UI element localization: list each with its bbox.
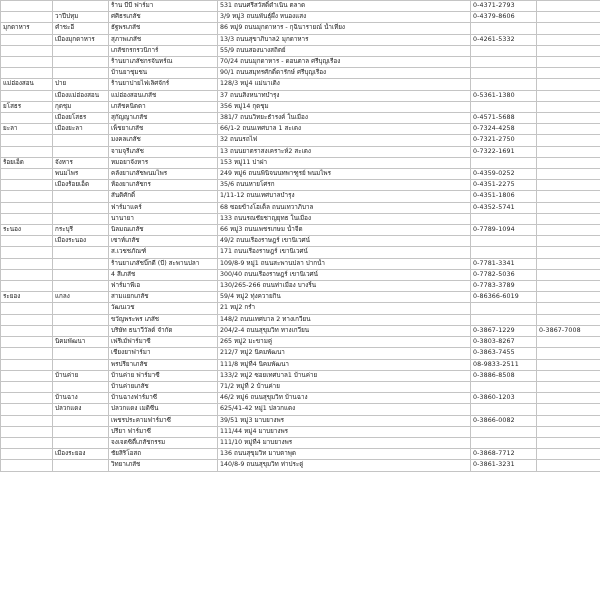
district-cell: เมืองระยอง (53, 449, 109, 460)
province-cell (1, 45, 53, 56)
province-cell (1, 146, 53, 157)
province-cell (1, 325, 53, 336)
phone2-cell (537, 34, 600, 45)
phone2-cell (537, 57, 600, 68)
phone-cell: 0-7789-1094 (471, 225, 537, 236)
address-cell: 3/9 หมู่3 ถนนพันธุ์ผึ้ง หนองแสง (218, 12, 471, 23)
table-row (1, 23, 600, 34)
province-cell (1, 314, 53, 325)
phone-cell (471, 23, 537, 34)
pharmacy-name-cell: ร้าน บีบี ฟาร์มา (109, 1, 218, 12)
phone-cell: 0-86366-6019 (471, 292, 537, 303)
address-cell: 71/2 หมู่ที่ 2 บ้านค่าย (218, 381, 471, 392)
table-row (1, 415, 600, 426)
province-cell: มุกดาหาร (1, 23, 53, 34)
table-row (1, 34, 600, 45)
district-cell: นิคมพัฒนา (53, 337, 109, 348)
pharmacy-name-cell: นิลมณเภสัช (109, 225, 218, 236)
district-cell: จังหาร (53, 157, 109, 168)
pharmacy-name-cell: ร้านยาเภสัชบิ๊กดี (บี) สะพานปลา (109, 258, 218, 269)
address-cell: 356 หมู่14 กุดชุม (218, 101, 471, 112)
address-cell: 133/2 หมู่2 ซอยเทศบาล1 บ้านค่าย (218, 370, 471, 381)
district-cell (53, 258, 109, 269)
phone-cell: 0-4379-8606 (471, 12, 537, 23)
table-row (1, 426, 600, 437)
phone-cell (471, 68, 537, 79)
phone-cell: 0-4352-5741 (471, 202, 537, 213)
phone-cell: 0-7782-5036 (471, 269, 537, 280)
province-cell: ร้อยเอ็ด (1, 157, 53, 168)
pharmacy-name-cell: สุกัญญาเภสัช (109, 113, 218, 124)
phone2-cell (537, 281, 600, 292)
province-cell (1, 258, 53, 269)
phone2-cell (537, 1, 600, 12)
district-cell: พนมไพร (53, 169, 109, 180)
phone-cell: 08-9833-2511 (471, 359, 537, 370)
province-cell (1, 393, 53, 404)
district-cell: เมืองยโสธร (53, 113, 109, 124)
district-cell (53, 213, 109, 224)
phone2-cell (537, 437, 600, 448)
district-cell (53, 348, 109, 359)
pharmacy-name-cell: คลังยาเภสัชพนมไพร (109, 169, 218, 180)
table-row (1, 437, 600, 448)
phone2-cell (537, 135, 600, 146)
table-row (1, 449, 600, 460)
address-cell: 531 ถนนศรีสวัสดิ์ดำเนิน ตลาด (218, 1, 471, 12)
province-cell (1, 57, 53, 68)
table-row (1, 213, 600, 224)
district-cell (53, 146, 109, 157)
pharmacy-name-cell: วัฒนเวช (109, 303, 218, 314)
address-cell: 153 หมู่11 ปาฝา (218, 157, 471, 168)
phone2-cell (537, 404, 600, 415)
phone-cell (471, 57, 537, 68)
district-cell: กระบุรี (53, 225, 109, 236)
province-cell (1, 359, 53, 370)
pharmacy-name-cell: ชัยสิริโอสถ (109, 449, 218, 460)
pharmacy-name-cell: เภสัชกรกรวนิการ์ (109, 45, 218, 56)
phone2-cell (537, 23, 600, 34)
pharmacy-name-cell: เพชรประคามฟาร์มาซี (109, 415, 218, 426)
phone2-cell (537, 269, 600, 280)
phone-cell: 0-7324-4258 (471, 124, 537, 135)
district-cell (53, 359, 109, 370)
phone2-cell (537, 258, 600, 269)
phone-cell: 0-7321-2750 (471, 135, 537, 146)
table-row (1, 1, 600, 12)
province-cell (1, 281, 53, 292)
province-cell: ยะลา (1, 124, 53, 135)
phone-cell (471, 236, 537, 247)
phone-cell: 0-7781-3341 (471, 258, 537, 269)
pharmacy-name-cell: ร้านยาปายไฟเลิศจักร์ (109, 79, 218, 90)
pharmacy-name-cell: บ้านค่ายเภสัช (109, 381, 218, 392)
table-row (1, 337, 600, 348)
district-cell (53, 460, 109, 471)
pharmacy-name-cell: สามแยกเภสัช (109, 292, 218, 303)
phone-cell (471, 426, 537, 437)
pharmacy-name-cell: จงเจตซิตี้เภสัชกรรม (109, 437, 218, 448)
district-cell (53, 202, 109, 213)
pharmacy-name-cell: ธัฐพรเภสัช (109, 23, 218, 34)
phone2-cell (537, 68, 600, 79)
phone2-cell (537, 202, 600, 213)
phone-cell: 0-3860-1203 (471, 393, 537, 404)
address-cell: 204/2-4 ถนนสุขุมวิท ทางเกวียน (218, 325, 471, 336)
district-cell: วาปีปทุม (53, 12, 109, 23)
table-row (1, 135, 600, 146)
address-cell: 66/1-2 ถนนเทศบาล 1 สะเตง (218, 124, 471, 135)
table-row (1, 169, 600, 180)
province-cell (1, 415, 53, 426)
address-cell: 140/8-9 ถนนสุขุมวิท ท่าประดู่ (218, 460, 471, 471)
district-cell (53, 191, 109, 202)
address-cell: 35/6 ถนนหายโศรก (218, 180, 471, 191)
address-cell: 59/4 หมู่2 ทุ่งควายกิน (218, 292, 471, 303)
pharmacy-name-cell: เซาท์เภสัช (109, 236, 218, 247)
table-row (1, 348, 600, 359)
address-cell: 212/7 หมู่2 นิคมพัฒนา (218, 348, 471, 359)
table-row (1, 191, 600, 202)
table-row (1, 146, 600, 157)
province-cell (1, 202, 53, 213)
pharmacy-name-cell: ร้านยาเภสัชกรจันทร์ณ (109, 57, 218, 68)
pharmacy-name-cell: สันติศักดิ์ (109, 191, 218, 202)
district-cell (53, 325, 109, 336)
pharmacy-name-cell: วิทยาเภสัช (109, 460, 218, 471)
province-cell (1, 169, 53, 180)
pharmacy-name-cell: ปลวกแดง เมดิซีน (109, 404, 218, 415)
district-cell: เมืองแม่ฮ่องสอน (53, 90, 109, 101)
phone2-cell (537, 370, 600, 381)
district-cell (53, 135, 109, 146)
district-cell (53, 57, 109, 68)
phone-cell (471, 45, 537, 56)
address-cell: 625/41-42 หมู่1 ปลวกแดง (218, 404, 471, 415)
pharmacy-name-cell: ฟาร์มาแคร์ (109, 202, 218, 213)
phone-cell: 0-4261-5332 (471, 34, 537, 45)
address-cell: 13 ถนนยาตราสงเคราะห์2 สะเตง (218, 146, 471, 157)
province-cell (1, 404, 53, 415)
province-cell: ระนอง (1, 225, 53, 236)
province-cell (1, 381, 53, 392)
phone2-cell (537, 101, 600, 112)
pharmacy-name-cell: บ้านฉางฟาร์มาซี (109, 393, 218, 404)
address-cell: 68 ซอยข้างโฮเต็ล ถนนเทวาภิบาล (218, 202, 471, 213)
province-cell (1, 180, 53, 191)
district-cell (53, 381, 109, 392)
district-cell: บ้านค่าย (53, 370, 109, 381)
address-cell: 136 ถนนสุขุมวิท มาบตาพุด (218, 449, 471, 460)
address-cell: 111/44 หมู่4 มาบยางพร (218, 426, 471, 437)
district-cell (53, 68, 109, 79)
address-cell: 130/265-266 ถนนท่าเมือง บางริ้น (218, 281, 471, 292)
district-cell: เมืองยะลา (53, 124, 109, 135)
phone-cell: 0-4351-2275 (471, 180, 537, 191)
district-cell (53, 415, 109, 426)
phone-cell: 0-5361-1380 (471, 90, 537, 101)
province-cell (1, 236, 53, 247)
table-row (1, 404, 600, 415)
district-cell: เมืองมุกดาหาร (53, 34, 109, 45)
district-cell (53, 1, 109, 12)
province-cell (1, 449, 53, 460)
phone-cell (471, 314, 537, 325)
phone2-cell (537, 337, 600, 348)
province-cell (1, 247, 53, 258)
province-cell (1, 1, 53, 12)
table-row (1, 381, 600, 392)
phone2-cell (537, 213, 600, 224)
table-row (1, 393, 600, 404)
phone-cell: 0-7783-3789 (471, 281, 537, 292)
address-cell: 49/2 ถนนเรืองราษฎร์ เขานิเวศน์ (218, 236, 471, 247)
phone2-cell (537, 460, 600, 471)
pharmacy-name-cell: เพ็ชยาเภสัช (109, 124, 218, 135)
phone-cell (471, 79, 537, 90)
district-cell: คำชะอี (53, 23, 109, 34)
phone-cell (471, 247, 537, 258)
table-row (1, 303, 600, 314)
phone2-cell (537, 393, 600, 404)
phone2-cell (537, 157, 600, 168)
address-cell: 171 ถนนเรืองราษฎร์ เขานิเวศน์ (218, 247, 471, 258)
phone2-cell (537, 79, 600, 90)
table-row (1, 258, 600, 269)
table-row (1, 325, 600, 336)
province-cell: ระยอง (1, 292, 53, 303)
phone-cell (471, 303, 537, 314)
address-cell: 1/11-12 ถนนเทศบาลบำรุง (218, 191, 471, 202)
address-cell: 70/24 ถนนมุกดาหาร - ดอนตาล ศรีบุญเรือง (218, 57, 471, 68)
province-cell: แม่ฮ่องสอน (1, 79, 53, 90)
address-cell: 381/7 ถนนวิทยะธำรงค์ ในเมือง (218, 113, 471, 124)
pharmacy-name-cell: ศศิธรเภสัช (109, 12, 218, 23)
district-cell: แกลง (53, 292, 109, 303)
address-cell: 46/2 หมู่6 ถนนสุขุมวิท บ้านฉาง (218, 393, 471, 404)
phone2-cell (537, 225, 600, 236)
table-row (1, 45, 600, 56)
table-row (1, 269, 600, 280)
phone-cell: 0-7322-1691 (471, 146, 537, 157)
pharmacy-name-cell: มงคลเภสัช (109, 135, 218, 146)
table-row (1, 68, 600, 79)
phone2-cell (537, 45, 600, 56)
district-cell: บ้านฉาง (53, 393, 109, 404)
phone2-cell (537, 415, 600, 426)
phone-cell (471, 157, 537, 168)
province-cell (1, 90, 53, 101)
table-row (1, 90, 600, 101)
phone-cell: 0-3868-7712 (471, 449, 537, 460)
district-cell: เมืองระนอง (53, 236, 109, 247)
address-cell: 13/3 ถนนสุขาภิบาล2 มุกดาหาร (218, 34, 471, 45)
district-cell: เมืองร้อยเอ็ด (53, 180, 109, 191)
phone2-cell (537, 348, 600, 359)
address-cell: 55/9 ถนนสองนางสถิตย์ (218, 45, 471, 56)
district-cell (53, 247, 109, 258)
district-cell: กุดชุม (53, 101, 109, 112)
table-row (1, 460, 600, 471)
province-cell (1, 135, 53, 146)
pharmacy-name-cell: ฟาร์มาพีเอ (109, 281, 218, 292)
table-row (1, 281, 600, 292)
table-row (1, 247, 600, 258)
phone2-cell (537, 381, 600, 392)
province-cell (1, 213, 53, 224)
phone-cell: 0-3863-7455 (471, 348, 537, 359)
province-cell (1, 426, 53, 437)
phone-cell (471, 101, 537, 112)
phone2-cell (537, 247, 600, 258)
table-row (1, 57, 600, 68)
province-cell (1, 269, 53, 280)
phone-cell: 0-4351-1806 (471, 191, 537, 202)
phone2-cell (537, 426, 600, 437)
table-row (1, 113, 600, 124)
phone-cell (471, 381, 537, 392)
phone2-cell (537, 12, 600, 23)
phone2-cell (537, 303, 600, 314)
table-body (1, 1, 600, 472)
province-cell (1, 191, 53, 202)
phone2-cell (537, 124, 600, 135)
province-cell (1, 460, 53, 471)
address-cell: 111/10 หมู่ที่4 มาบยางพร (218, 437, 471, 448)
table-row (1, 12, 600, 23)
phone-cell: 0-4371-2793 (471, 1, 537, 12)
phone-cell (471, 404, 537, 415)
address-cell: 128/3 หมู่4 แม่นาเติง (218, 79, 471, 90)
district-cell (53, 45, 109, 56)
phone-cell: 0-3886-8508 (471, 370, 537, 381)
phone2-cell (537, 359, 600, 370)
pharmacy-name-cell: ขวัญพระพร เภสัช (109, 314, 218, 325)
pharmacy-name-cell: ห้องยาเภสัชกร (109, 180, 218, 191)
district-cell: ปลวกแดง (53, 404, 109, 415)
province-cell (1, 113, 53, 124)
address-cell: 32 ถนนรถไฟ (218, 135, 471, 146)
pharmacy-name-cell: บริษัท ธนาวีวัลด์ จำกัด (109, 325, 218, 336)
phone-cell: 0-4359-0252 (471, 169, 537, 180)
address-cell: 86 หมู่9 ถนนมุกดาหาร - กุฉินารายณ์ น้ำเที่ยง (218, 23, 471, 34)
table-row (1, 202, 600, 213)
pharmacy-name-cell: จามจุรีเภสัช (109, 146, 218, 157)
district-cell (53, 303, 109, 314)
district-cell (53, 437, 109, 448)
phone2-cell (537, 90, 600, 101)
phone2-cell (537, 449, 600, 460)
table-row (1, 292, 600, 303)
phone2-cell (537, 113, 600, 124)
pharmacy-name-cell: นานายา (109, 213, 218, 224)
phone2-cell (537, 236, 600, 247)
district-cell (53, 426, 109, 437)
address-cell: 37 ถนนสิงหนาทบำรุง (218, 90, 471, 101)
pharmacy-name-cell: พรปรียาเภสัช (109, 359, 218, 370)
pharmacy-name-cell: สุภาพเภสัช (109, 34, 218, 45)
phone-cell: 0-3861-3231 (471, 460, 537, 471)
province-cell (1, 12, 53, 23)
phone-cell: 0-4571-5688 (471, 113, 537, 124)
pharmacy-name-cell: เฟรีเมั่ฟาร์มาซี (109, 337, 218, 348)
address-cell: 133 ถนนรณชัยชาญยุทธ ในเมือง (218, 213, 471, 224)
province-cell (1, 370, 53, 381)
table-row (1, 101, 600, 112)
address-cell: 39/51 หมู่3 มาบยางพร (218, 415, 471, 426)
phone-cell (471, 437, 537, 448)
pharmacy-name-cell: เภสัชคนิตตา (109, 101, 218, 112)
pharmacy-name-cell: ปรียา ฟาร์มาซี (109, 426, 218, 437)
province-cell (1, 303, 53, 314)
district-cell (53, 269, 109, 280)
phone2-cell (537, 191, 600, 202)
phone2-cell (537, 169, 600, 180)
table-row (1, 370, 600, 381)
address-cell: 109/8-9 หมู่1 ถนนสะพานปลา ปากน้ำ (218, 258, 471, 269)
phone-cell: 0-3866-0082 (471, 415, 537, 426)
address-cell: 21 หมู่2 กร่ำ (218, 303, 471, 314)
province-cell (1, 68, 53, 79)
pharmacy-name-cell: บ้านยาชุมชน (109, 68, 218, 79)
table-row (1, 236, 600, 247)
address-cell: 90/1 ถนนสมุทรศักดิ์ดารักษ์ ศรีบุญเรือง (218, 68, 471, 79)
pharmacy-name-cell: แม่ฮ่องสอนเภสัช (109, 90, 218, 101)
pharmacy-name-cell: ส.เวชชภัณฑ์ (109, 247, 218, 258)
table-row (1, 225, 600, 236)
phone2-cell (537, 146, 600, 157)
address-cell: 249 หมู่6 ถนนพินิจนนทพาฑูรย์ พนมไพร (218, 169, 471, 180)
province-cell (1, 437, 53, 448)
phone2-cell: 0-3867-7008 (537, 325, 600, 336)
table-row (1, 157, 600, 168)
table-row (1, 359, 600, 370)
pharmacy-name-cell: 4 สีเภสัช (109, 269, 218, 280)
address-cell: 265 หมู่2 มะขามคู่ (218, 337, 471, 348)
province-cell (1, 348, 53, 359)
province-cell: ยโสธร (1, 101, 53, 112)
district-cell (53, 314, 109, 325)
address-cell: 300/40 ถนนเรืองราษฎร์ เขานิเวศน์ (218, 269, 471, 280)
province-cell (1, 34, 53, 45)
pharmacy-name-cell: บ้านค่าย ฟาร์มาซี (109, 370, 218, 381)
phone2-cell (537, 180, 600, 191)
phone-cell: 0-3803-8267 (471, 337, 537, 348)
province-cell (1, 337, 53, 348)
pharmacy-name-cell: เชียงยาฟาร์มา (109, 348, 218, 359)
address-cell: 148/2 ถนนเทศบาล 2 ทางเกวียน (218, 314, 471, 325)
table-row (1, 180, 600, 191)
pharmacy-name-cell: หมอยาจังหาร (109, 157, 218, 168)
table-row (1, 79, 600, 90)
phone-cell: 0-3867-1229 (471, 325, 537, 336)
phone-cell (471, 213, 537, 224)
phone2-cell (537, 292, 600, 303)
phone2-cell (537, 314, 600, 325)
address-cell: 66 หมู่3 ถนนเพชรเกษม น้ำจืด (218, 225, 471, 236)
district-cell: ปาย (53, 79, 109, 90)
address-cell: 111/8 หมู่ที่4 นิคมพัฒนา (218, 359, 471, 370)
table-row (1, 124, 600, 135)
table-row (1, 314, 600, 325)
district-cell (53, 281, 109, 292)
